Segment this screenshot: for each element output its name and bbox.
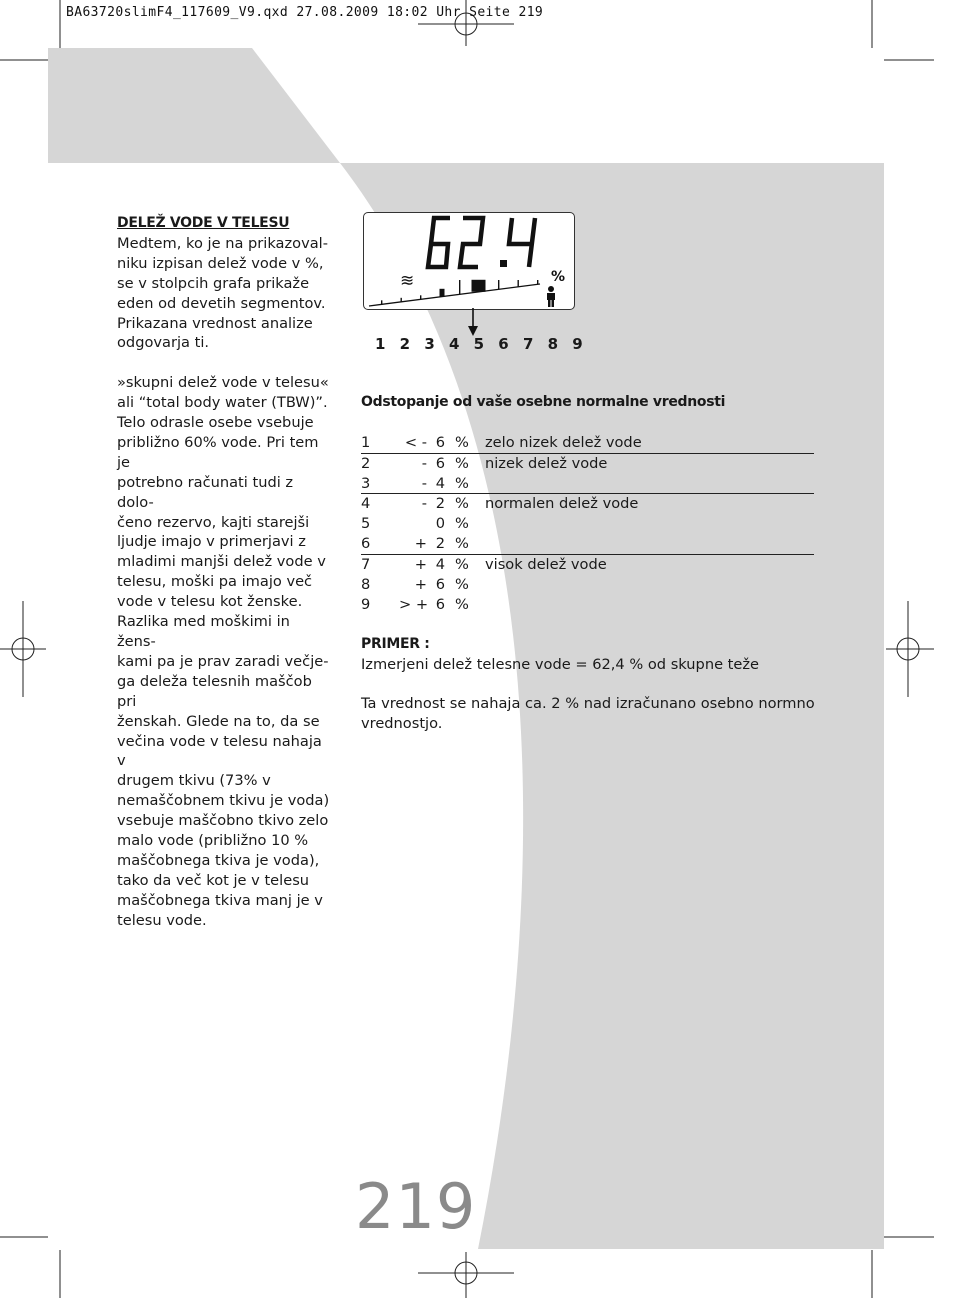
- row-index: 4: [361, 495, 371, 513]
- table-row: [361, 514, 814, 534]
- water-waves-icon: ≋: [400, 271, 415, 291]
- row-index: 6: [361, 535, 371, 553]
- table-row: [361, 494, 814, 514]
- print-slug-line: BA63720slimF4_117609_V9.qxd 27.08.2009 18:02 Uhr Seite 219: [66, 5, 544, 20]
- row-operator: > +: [399, 595, 429, 613]
- row-percent: %: [455, 433, 469, 451]
- row-value: 6: [435, 595, 445, 613]
- row-operator: -: [421, 474, 427, 492]
- row-operator: +: [414, 535, 427, 553]
- right-column: [361, 393, 821, 734]
- row-index: 3: [361, 474, 371, 492]
- segment-numbers: 1 2 3 4 5 6 7 8 9: [375, 335, 588, 353]
- table-row: [361, 474, 814, 495]
- section-heading: DELEŽ VODE V TELESU: [117, 215, 290, 231]
- segment-bar-graph: [369, 280, 540, 306]
- row-operator: < -: [404, 433, 427, 451]
- row-description: normalen delež vode: [485, 495, 639, 513]
- table-row: [361, 454, 814, 474]
- row-value: 6: [435, 576, 445, 594]
- row-percent: %: [455, 595, 469, 613]
- row-value: 2: [435, 495, 445, 513]
- row-index: 7: [361, 556, 371, 574]
- table-row: [361, 534, 814, 555]
- row-percent: %: [455, 556, 469, 574]
- graph-segment-5: [459, 280, 460, 294]
- row-value: 0: [435, 515, 445, 533]
- table-row: [361, 555, 814, 575]
- graph-segment-4: [440, 289, 445, 297]
- table-row: [361, 433, 814, 454]
- row-index: 5: [361, 515, 371, 533]
- decimal-point: [500, 260, 507, 267]
- row-description: nizek delež vode: [485, 454, 608, 472]
- row-percent: %: [455, 576, 469, 594]
- example-label: PRIMER :: [361, 635, 430, 652]
- tbw-paragraph: »skupni delež vode v telesu« ali “total body water (TBW)”. Telo odrasle osebe vsebuje približno 60% vode. Pri tem je potrebno računati tudi z dolo- čeno rezervo, kajti starejši ljudje imajo v primerjavi z mladimi manjši delež vode v telesu, moški pa imajo več vode v telesu kot ženske. Razlika med moškimi in žens- kami pa je prav zaradi večje- ga deleža telesnih maščob pri ženskah. Glede na to, da se večina vode v telesu nahaja v drugem tkivu (73% v nemaščobnem tkivu je voda) vsebuje maščobno tkivo zelo malo vode (približno 10 % maščobnega tkiva je voda), tako da več kot je v telesu maščobnega tkiva manj je v telesu vode.: [117, 374, 330, 929]
- graph-segment-3: [420, 295, 421, 299]
- graph-segment-6: [472, 280, 486, 292]
- row-percent: %: [455, 454, 469, 472]
- reading-digits: [428, 218, 535, 267]
- table-row: [361, 595, 814, 615]
- graph-segment-9: [537, 280, 538, 284]
- graph-segment-1: [381, 300, 382, 304]
- row-value: 4: [435, 556, 445, 574]
- deviation-heading: Odstopanje od vaše osebne normalne vrednosti: [361, 394, 726, 410]
- indicator-arrow: [468, 308, 478, 336]
- row-index: 2: [361, 454, 371, 472]
- row-value: 4: [435, 474, 445, 492]
- row-description: zelo nizek delež vode: [485, 433, 642, 451]
- row-percent: %: [455, 535, 469, 553]
- graph-segment-2: [401, 298, 402, 302]
- row-operator: +: [414, 576, 427, 594]
- row-operator: +: [414, 556, 427, 574]
- percent-symbol: %: [551, 269, 566, 285]
- person-icon: [547, 286, 555, 307]
- graph-segment-7: [498, 280, 499, 289]
- intro-paragraph: Medtem, ko je na prikazoval- niku izpisan delež vode v %, se v stolpcih grafa prikaže eden od devetih segmentov. Prikazana vrednost analize odgovarja ti.: [117, 234, 328, 352]
- example-line-1: Izmerjeni delež telesne vode = 62,4 % od skupne teže: [361, 655, 760, 673]
- bar-graph-baseline: [369, 284, 540, 306]
- row-index: 1: [361, 433, 371, 451]
- deviation-table: [361, 433, 814, 615]
- row-description: visok delež vode: [485, 556, 607, 574]
- graph-segment-8: [518, 280, 519, 287]
- row-value: 2: [435, 535, 445, 553]
- row-index: 8: [361, 576, 371, 594]
- example-line-2: Ta vrednost se nahaja ca. 2 % nad izračunano osebno normno vrednostjo.: [361, 695, 815, 733]
- row-percent: %: [455, 495, 469, 513]
- row-value: 6: [435, 433, 445, 451]
- page-number: 219: [355, 1170, 477, 1243]
- row-index: 9: [361, 595, 371, 613]
- row-operator: -: [421, 454, 427, 472]
- row-operator: -: [421, 495, 427, 513]
- row-value: 6: [435, 454, 445, 472]
- row-percent: %: [455, 474, 469, 492]
- row-percent: %: [455, 515, 469, 533]
- table-row: [361, 575, 814, 595]
